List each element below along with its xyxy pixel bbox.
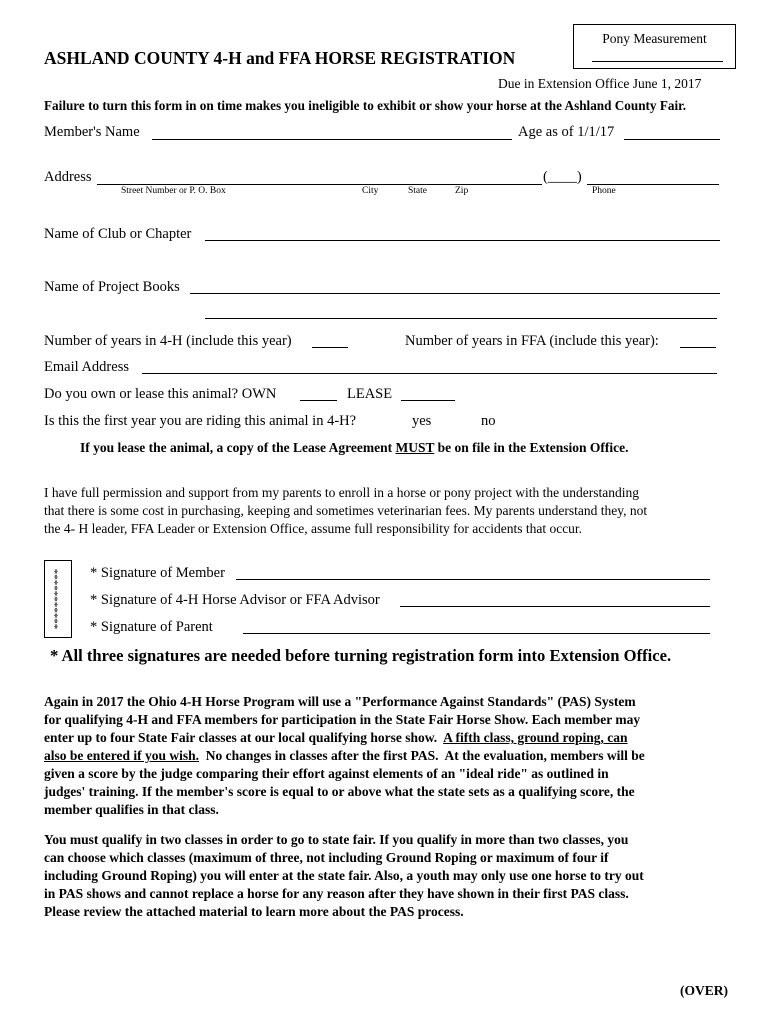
years-4h-line[interactable] (312, 347, 348, 348)
project-books-line-2[interactable] (205, 318, 717, 319)
lease-notice-after: be on file in the Extension Office. (437, 440, 629, 455)
years-ffa-label: Number of years in FFA (include this year): (405, 333, 659, 349)
email-line[interactable] (142, 373, 717, 374)
email-label: Email Address (44, 359, 129, 375)
lease-notice (80, 440, 628, 456)
no-option[interactable]: no (481, 413, 496, 429)
phone-line[interactable] (587, 184, 719, 185)
pas-p1-line-6: judges' training. If the member's score is equal to or above what the state sets as a qualifying score, the (44, 784, 635, 799)
pas-fifth-class-note: A fifth class, ground roping, can (443, 730, 628, 745)
signature-member-label: * Signature of Member (90, 565, 225, 581)
zip-sublabel: Zip (455, 186, 469, 196)
pas-p1-line-7: member qualifies in that class. (44, 802, 219, 817)
signature-advisor-line[interactable] (400, 606, 710, 607)
member-name-label: Member's Name (44, 124, 140, 140)
club-label: Name of Club or Chapter (44, 226, 192, 242)
pas-p1-line-2: for qualifying 4-H and FFA members for participation in the State Fair Horse Show. Each member may (44, 712, 641, 727)
own-lease-question: Do you own or lease this animal? OWN (44, 386, 277, 402)
years-4h-label: Number of years in 4-H (include this year) (44, 333, 292, 349)
pas-p1-line-3 (44, 730, 628, 746)
pas-p2-line-3: including Ground Roping) you will enter at the state fair. Also, a youth may only use one horse to try out (44, 868, 644, 883)
phone-area-code[interactable]: (____) (543, 169, 582, 185)
pony-measurement-label: Pony Measurement (602, 31, 707, 46)
signature-parent-label: * Signature of Parent (90, 619, 213, 635)
due-date: Due in Extension Office June 1, 2017 (498, 76, 702, 91)
pas-p2-line-2: can choose which classes (maximum of three, not including Ground Roping or maximum of four if (44, 850, 609, 865)
over-note: (OVER) (680, 983, 728, 998)
signature-member-line[interactable] (236, 579, 710, 580)
phone-sublabel: Phone (592, 186, 616, 196)
permission-line-2: that there is some cost in purchasing, keeping and sometimes veterinarian fees. My parents understand they, not (44, 503, 648, 518)
lease-notice-before: If you lease the animal, a copy of the Lease Agreement (80, 440, 393, 455)
pas-p2-line-4: in PAS shows and cannot replace a horse for any reason after they have shown in their first PAS class. (44, 886, 629, 901)
first-year-question: Is this the first year you are riding this animal in 4-H? (44, 413, 357, 429)
signatures-required-note: * All three signatures are needed before turning registration form into Extension Office. (50, 646, 672, 665)
signature-stars-box (44, 560, 72, 638)
lease-label: LEASE (347, 386, 393, 402)
pas-p1-line-3-text: enter up to four State Fair classes at our local qualifying horse show. (44, 730, 444, 745)
own-line[interactable] (300, 400, 337, 401)
permission-line-1: I have full permission and support from my parents to enroll in a horse or pony project with the understanding (44, 485, 639, 500)
pas-p2-line-1: You must qualify in two classes in order to go to state fair. If you qualify in more than two classes, you (44, 832, 629, 847)
state-sublabel: State (408, 186, 427, 196)
age-label: Age as of 1/1/17 (518, 124, 615, 140)
project-books-line-1[interactable] (190, 293, 720, 294)
permission-line-3: the 4- H leader, FFA Leader or Extension Office, assume full responsibility for accidents that occur. (44, 521, 583, 536)
pony-measurement-box (573, 24, 736, 69)
signature-stars: *********** (52, 568, 64, 630)
pas-fifth-class-note-cont: also be entered if you wish. (44, 748, 200, 763)
member-name-line[interactable] (152, 139, 512, 140)
street-sublabel: Street Number or P. O. Box (121, 186, 226, 196)
page-title: ASHLAND COUNTY 4-H and FFA HORSE REGISTRATION (44, 48, 516, 68)
address-label: Address (44, 169, 92, 185)
pony-measurement-line[interactable] (592, 61, 723, 62)
pas-p1-line-1: Again in 2017 the Ohio 4-H Horse Program will use a "Performance Against Standards" (PAS) System (44, 694, 636, 709)
pas-p1-line-5: given a score by the judge comparing their effort against elements of an "ideal ride" as outlined in (44, 766, 609, 781)
club-line[interactable] (205, 240, 720, 241)
project-books-label: Name of Project Books (44, 279, 180, 295)
address-line[interactable] (97, 184, 542, 185)
lease-notice-must: MUST (395, 440, 435, 455)
age-line[interactable] (624, 139, 720, 140)
signature-parent-line[interactable] (243, 633, 710, 634)
signature-advisor-label: * Signature of 4-H Horse Advisor or FFA Advisor (90, 592, 380, 608)
pas-p1-line-4 (44, 748, 645, 764)
deadline-warning: Failure to turn this form in on time makes you ineligible to exhibit or show your horse at the Ashland County Fair. (44, 98, 687, 113)
lease-line[interactable] (401, 400, 455, 401)
years-ffa-line[interactable] (680, 347, 716, 348)
pas-p1-line-4-text: No changes in classes after the first PAS. At the evaluation, members will be (199, 748, 645, 763)
pas-p2-line-5: Please review the attached material to learn more about the PAS process. (44, 904, 464, 919)
yes-option[interactable]: yes (412, 413, 432, 429)
city-sublabel: City (362, 186, 379, 196)
